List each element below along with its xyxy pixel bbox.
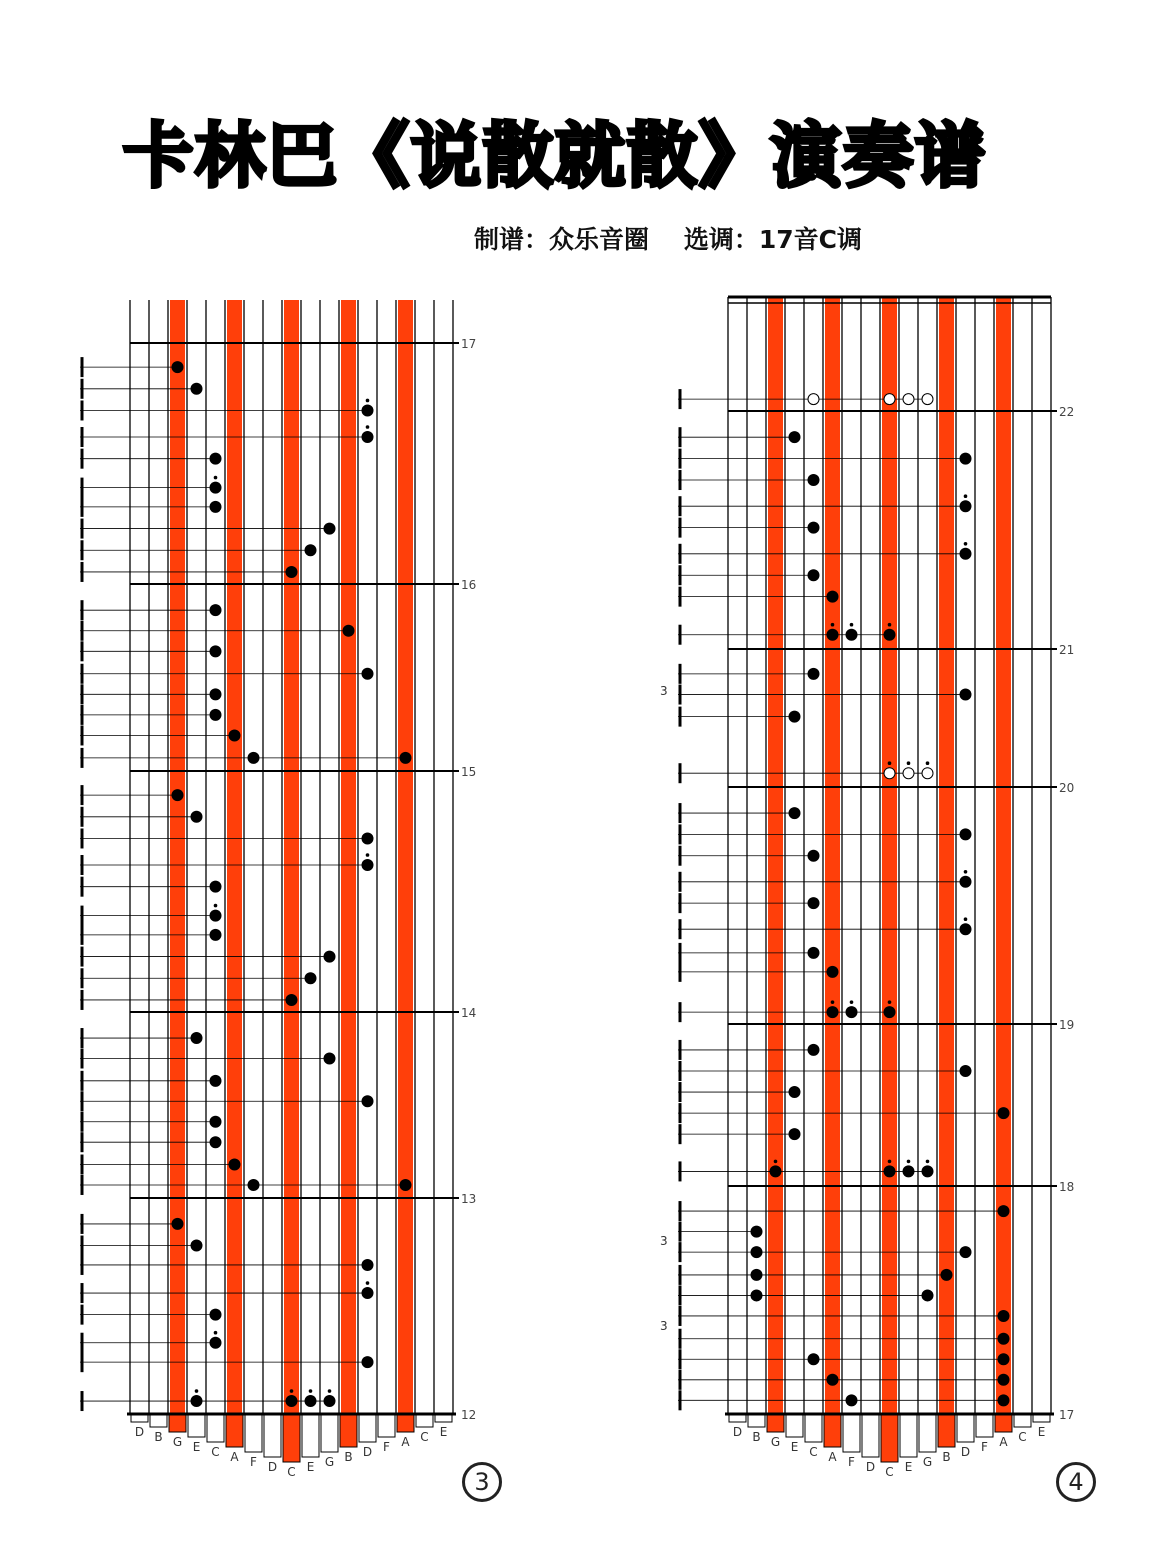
note-dot — [789, 431, 801, 443]
note-dot — [751, 1269, 763, 1281]
measure-number: 13 — [461, 1192, 477, 1206]
note-dot — [827, 629, 839, 641]
key-tip — [302, 1414, 319, 1457]
highlight-key-column — [825, 297, 840, 1447]
note-dot — [191, 1032, 203, 1044]
octave-dot — [366, 425, 370, 429]
octave-dot — [964, 542, 968, 546]
note-dot — [362, 1095, 374, 1107]
note-dot — [846, 1006, 858, 1018]
octave-dot — [831, 1000, 835, 1004]
note-dot — [362, 1287, 374, 1299]
note-dot — [362, 404, 374, 416]
note-dot — [998, 1394, 1010, 1406]
note-dot — [210, 688, 222, 700]
key-label-A: A — [230, 1450, 239, 1464]
octave-dot — [328, 1389, 332, 1393]
note-dot — [846, 629, 858, 641]
octave-dot — [309, 1389, 313, 1393]
measure-number: 17 — [1059, 1408, 1075, 1422]
note-dot — [210, 453, 222, 465]
note-dot — [751, 1246, 763, 1258]
highlight-key-column — [882, 297, 897, 1462]
measure-number: 20 — [1059, 781, 1075, 795]
note-dot — [362, 832, 374, 844]
note-dot — [172, 1218, 184, 1230]
measure-number: 12 — [461, 1408, 477, 1422]
key-label-E: E — [192, 1440, 201, 1454]
tab-panel-4 — [660, 297, 1074, 1479]
note-dot — [846, 1394, 858, 1406]
note-dot — [960, 1246, 972, 1258]
key-tip — [976, 1414, 993, 1437]
note-dot — [191, 383, 203, 395]
note-dot — [789, 1086, 801, 1098]
note-dot — [210, 501, 222, 513]
note-dot — [400, 752, 412, 764]
key-label-B: B — [154, 1430, 163, 1444]
measure-number: 18 — [1059, 1180, 1075, 1194]
key-label-B: B — [752, 1430, 761, 1444]
key-tip — [824, 1414, 841, 1447]
note-dot — [827, 1006, 839, 1018]
note-dot — [922, 1289, 934, 1301]
octave-dot — [964, 917, 968, 921]
highlight-key-column — [768, 297, 783, 1432]
key-label-G: G — [922, 1455, 933, 1469]
measure-number: 19 — [1059, 1018, 1075, 1032]
highlight-key-column — [996, 297, 1011, 1432]
note-dot — [827, 591, 839, 603]
note-dot — [998, 1353, 1010, 1365]
key-label-F: F — [848, 1455, 855, 1469]
key-label-D: D — [865, 1460, 876, 1474]
key-tip — [264, 1414, 281, 1457]
note-dot — [286, 994, 298, 1006]
note-dot — [922, 1165, 934, 1177]
note-dot — [210, 482, 222, 494]
note-dot — [808, 1044, 820, 1056]
note-dot — [941, 1269, 953, 1281]
measure-number: 17 — [461, 337, 477, 351]
octave-dot — [214, 1331, 218, 1335]
note-dot — [210, 604, 222, 616]
note-dot — [960, 689, 972, 701]
key-label-C: C — [809, 1445, 818, 1459]
key-tip — [862, 1414, 879, 1457]
note-dot — [789, 807, 801, 819]
note-dot — [324, 1395, 336, 1407]
note-dot — [324, 951, 336, 963]
octave-dot — [850, 1000, 854, 1004]
note-dot — [305, 544, 317, 556]
key-label-B: B — [344, 1450, 353, 1464]
measure-number: 22 — [1059, 405, 1075, 419]
note-dot — [210, 645, 222, 657]
key-tip — [938, 1414, 955, 1447]
highlight-key-column — [398, 300, 413, 1432]
note-dot — [248, 1179, 260, 1191]
octave-dot — [214, 904, 218, 908]
key-label-E: E — [790, 1440, 799, 1454]
note-dot — [210, 1337, 222, 1349]
open-note — [808, 394, 819, 405]
octave-dot — [907, 1160, 911, 1164]
open-note — [922, 768, 933, 779]
note-dot — [362, 859, 374, 871]
octave-dot — [926, 761, 930, 765]
octave-dot — [888, 1000, 892, 1004]
open-note — [922, 394, 933, 405]
note-dot — [960, 923, 972, 935]
note-dot — [229, 729, 241, 741]
key-tip — [397, 1414, 414, 1432]
key-label-F: F — [981, 1440, 988, 1454]
key-label-D: D — [732, 1425, 743, 1439]
key-tip — [748, 1414, 765, 1427]
octave-dot — [888, 623, 892, 627]
note-dot — [305, 972, 317, 984]
open-note — [903, 394, 914, 405]
key-label-E: E — [1037, 1425, 1046, 1439]
key-tip — [416, 1414, 433, 1427]
key-label-C: C — [287, 1465, 296, 1479]
open-note — [884, 394, 895, 405]
note-dot — [827, 1374, 839, 1386]
note-dot — [808, 897, 820, 909]
note-dot — [808, 947, 820, 959]
key-tip — [226, 1414, 243, 1447]
note-dot — [191, 1240, 203, 1252]
key-label-C: C — [1018, 1430, 1027, 1444]
octave-dot — [290, 1389, 294, 1393]
note-dot — [808, 850, 820, 862]
key-tip — [359, 1414, 376, 1442]
note-dot — [998, 1205, 1010, 1217]
note-dot — [324, 523, 336, 535]
key-label-F: F — [383, 1440, 390, 1454]
note-dot — [998, 1333, 1010, 1345]
note-dot — [191, 811, 203, 823]
note-dot — [210, 910, 222, 922]
note-dot — [172, 789, 184, 801]
note-dot — [789, 711, 801, 723]
note-dot — [960, 1065, 972, 1077]
triplet-label: 3 — [660, 1319, 668, 1333]
octave-dot — [195, 1389, 199, 1393]
note-dot — [789, 1128, 801, 1140]
page-number-3: 3 — [462, 1462, 502, 1502]
measure-number: 15 — [461, 765, 477, 779]
key-tip — [995, 1414, 1012, 1432]
note-dot — [172, 361, 184, 373]
key-label-A: A — [999, 1435, 1008, 1449]
note-dot — [884, 1006, 896, 1018]
key-tip — [881, 1414, 898, 1462]
note-dot — [400, 1179, 412, 1191]
key-tip — [378, 1414, 395, 1437]
note-dot — [248, 752, 260, 764]
key-label-B: B — [942, 1450, 951, 1464]
note-dot — [191, 1395, 203, 1407]
note-dot — [770, 1165, 782, 1177]
note-dot — [751, 1289, 763, 1301]
key-tip — [786, 1414, 803, 1437]
key-tip — [767, 1414, 784, 1432]
key-label-D: D — [362, 1445, 373, 1459]
note-dot — [808, 474, 820, 486]
octave-dot — [366, 1281, 370, 1285]
key-label-C: C — [420, 1430, 429, 1444]
triplet-label: 3 — [660, 1234, 668, 1248]
note-dot — [884, 1165, 896, 1177]
key-tip — [805, 1414, 822, 1442]
note-dot — [960, 876, 972, 888]
octave-dot — [964, 870, 968, 874]
key-label-G: G — [770, 1435, 781, 1449]
note-dot — [210, 881, 222, 893]
note-dot — [960, 828, 972, 840]
octave-dot — [926, 1160, 930, 1164]
key-tip — [245, 1414, 262, 1452]
octave-dot — [888, 1160, 892, 1164]
note-dot — [286, 566, 298, 578]
key-label-G: G — [172, 1435, 183, 1449]
key-label-A: A — [401, 1435, 410, 1449]
octave-dot — [850, 623, 854, 627]
note-dot — [362, 1356, 374, 1368]
note-dot — [210, 1116, 222, 1128]
key-tip — [919, 1414, 936, 1452]
key-label-F: F — [250, 1455, 257, 1469]
note-dot — [229, 1159, 241, 1171]
open-note — [903, 768, 914, 779]
note-dot — [324, 1053, 336, 1065]
key-label-D: D — [267, 1460, 278, 1474]
note-dot — [286, 1395, 298, 1407]
key-label-E: E — [439, 1425, 448, 1439]
octave-dot — [214, 476, 218, 480]
page-number-4: 4 — [1056, 1462, 1096, 1502]
note-dot — [808, 569, 820, 581]
octave-dot — [366, 399, 370, 403]
octave-dot — [774, 1160, 778, 1164]
note-dot — [808, 522, 820, 534]
page-title: 卡林巴《说散就散》演奏谱 — [123, 115, 987, 197]
key-tip — [340, 1414, 357, 1447]
key-label-D: D — [134, 1425, 145, 1439]
key-label-C: C — [885, 1465, 894, 1479]
octave-dot — [907, 761, 911, 765]
octave-dot — [366, 853, 370, 857]
note-dot — [998, 1310, 1010, 1322]
measure-number: 21 — [1059, 643, 1075, 657]
note-dot — [210, 929, 222, 941]
octave-dot — [964, 494, 968, 498]
note-dot — [210, 1075, 222, 1087]
note-dot — [960, 548, 972, 560]
key-tip — [150, 1414, 167, 1427]
key-label-A: A — [828, 1450, 837, 1464]
note-dot — [960, 500, 972, 512]
note-dot — [210, 709, 222, 721]
note-dot — [362, 1259, 374, 1271]
note-dot — [210, 1309, 222, 1321]
note-dot — [998, 1374, 1010, 1386]
key-tip — [957, 1414, 974, 1442]
open-note — [884, 768, 895, 779]
key-tip — [283, 1414, 300, 1462]
note-dot — [808, 1353, 820, 1365]
key-tip — [188, 1414, 205, 1437]
highlight-key-column — [284, 300, 299, 1462]
key-label-G: G — [324, 1455, 335, 1469]
highlight-key-column — [227, 300, 242, 1447]
highlight-key-column — [170, 300, 185, 1432]
key-label-C: C — [211, 1445, 220, 1459]
note-dot — [827, 966, 839, 978]
note-dot — [362, 668, 374, 680]
measure-number: 14 — [461, 1006, 477, 1020]
note-dot — [808, 668, 820, 680]
note-dot — [903, 1165, 915, 1177]
note-dot — [960, 453, 972, 465]
measure-number: 16 — [461, 578, 477, 592]
note-dot — [343, 625, 355, 637]
highlight-key-column — [341, 300, 356, 1447]
key-tip — [843, 1414, 860, 1452]
note-dot — [210, 1136, 222, 1148]
triplet-label: 3 — [660, 684, 668, 698]
note-dot — [998, 1107, 1010, 1119]
note-dot — [362, 431, 374, 443]
subtitle: 制谱：众乐音圈 选调：17音C调 — [474, 225, 862, 254]
octave-dot — [888, 761, 892, 765]
key-tip — [207, 1414, 224, 1442]
key-tip — [1014, 1414, 1031, 1427]
note-dot — [884, 629, 896, 641]
tab-panel-3 — [80, 300, 476, 1479]
note-dot — [751, 1226, 763, 1238]
octave-dot — [831, 623, 835, 627]
key-tip — [321, 1414, 338, 1452]
key-label-E: E — [306, 1460, 315, 1474]
key-tip — [900, 1414, 917, 1457]
key-label-D: D — [960, 1445, 971, 1459]
note-dot — [305, 1395, 317, 1407]
key-label-E: E — [904, 1460, 913, 1474]
key-tip — [169, 1414, 186, 1432]
